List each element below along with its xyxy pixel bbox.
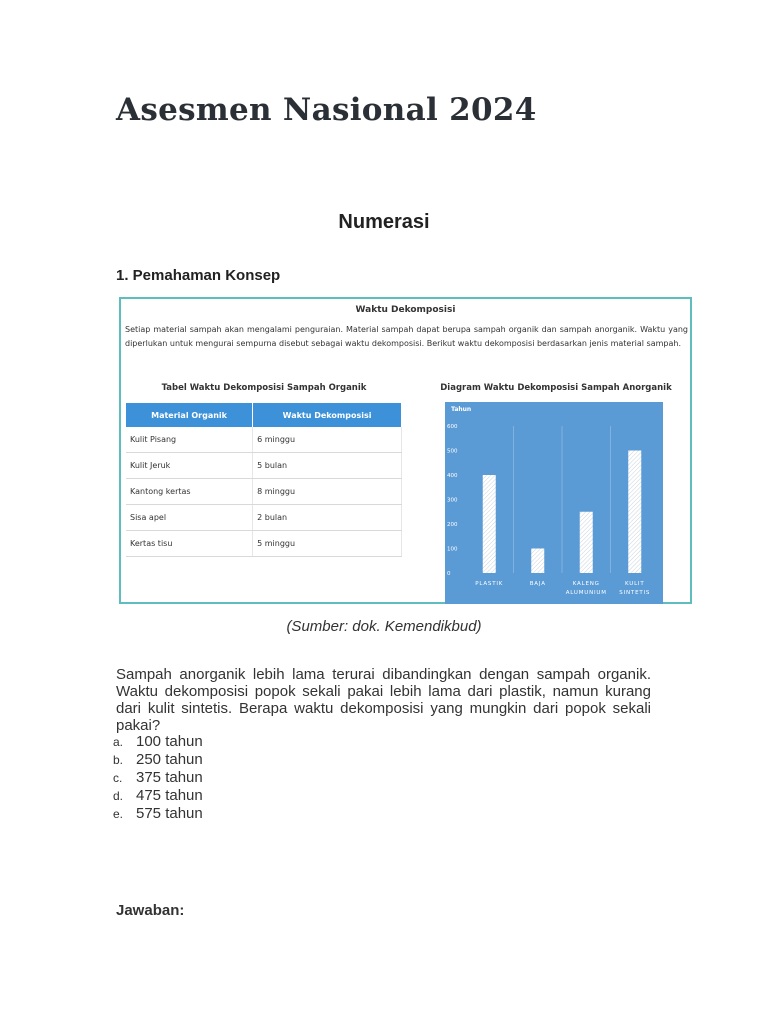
organic-waste-table: [126, 403, 402, 557]
option-c[interactable]: [113, 769, 203, 787]
figure-intro-text: Setiap material sampah akan mengalami penguraian. Material sampah dapat berupa sampah organik dan sampah anorganik. Waktu yang diperlukan untuk mengurai sempurna disebut sebagai waktu dekomposisi. Berikut waktu dekomposisi berdasarkan jenis material sampah.: [125, 325, 688, 348]
table-cell-time: 8 minggu: [253, 479, 402, 505]
x-tick-label: SINTETIS: [619, 590, 651, 596]
table-cell-time: 2 bulan: [253, 505, 402, 531]
decomposition-figure: [119, 297, 692, 604]
source-caption: (Sumber: dok. Kemendikbud): [286, 618, 482, 635]
option-text: 475 tahun: [136, 787, 203, 804]
option-text: 250 tahun: [136, 751, 203, 768]
answer-label: Jawaban:: [116, 902, 185, 919]
option-letter: e.: [113, 807, 124, 821]
option-b[interactable]: [113, 751, 203, 769]
option-d[interactable]: [113, 787, 203, 805]
x-tick-label: PLASTIK: [475, 581, 504, 587]
option-letter: a.: [113, 735, 124, 749]
table-cell-material: Kertas tisu: [126, 531, 253, 557]
y-tick-label: 400: [447, 473, 458, 479]
document-title: Asesmen Nasional 2024: [116, 92, 537, 128]
question-text: Sampah anorganik lebih lama terurai dibandingkan dengan sampah organik. Waktu dekomposisi popok sekali pakai lebih lama dari plastik, namun kurang dari kulit sintetis. Berapa waktu dekomposisi yang mungkin dari popok sekali pakai?: [116, 666, 651, 734]
subsection-title: 1. Pemahaman Konsep: [116, 267, 281, 284]
y-tick-label: 100: [447, 546, 458, 553]
table-cell-time: 5 bulan: [253, 453, 402, 479]
table-row: [126, 427, 402, 453]
option-letter: b.: [113, 753, 124, 767]
y-tick-label: 0: [447, 571, 451, 577]
table-row: [126, 453, 402, 479]
option-letter: c.: [113, 771, 123, 785]
option-e[interactable]: [113, 805, 203, 823]
table-row: [126, 479, 402, 505]
table-cell-material: Kantong kertas: [126, 479, 253, 505]
chart-title: Diagram Waktu Dekomposisi Sampah Anorganik: [440, 383, 672, 393]
x-tick-label: BAJA: [529, 581, 546, 587]
x-tick-label: ALUMUNIUM: [565, 590, 607, 596]
section-title: Numerasi: [338, 211, 430, 233]
x-tick-label: KALENG: [572, 581, 600, 587]
table-header-material: Material Organik: [126, 403, 253, 427]
bar-plastik: [483, 475, 496, 573]
answer-options: [113, 733, 203, 823]
organic-table-title: Tabel Waktu Dekomposisi Sampah Organik: [161, 383, 367, 393]
bar-kaleng-alumunium: [580, 512, 593, 573]
table-header-time: Waktu Dekomposisi: [253, 403, 402, 427]
y-tick-label: 600: [447, 424, 458, 430]
y-axis-label: Tahun: [451, 406, 472, 413]
option-text: 575 tahun: [136, 805, 203, 822]
table-cell-material: Sisa apel: [126, 505, 253, 531]
table-cell-time: 5 minggu: [253, 531, 402, 557]
y-tick-label: 500: [447, 448, 458, 455]
y-tick-label: 200: [447, 522, 458, 528]
inorganic-bar-chart: [445, 402, 663, 604]
option-letter: d.: [113, 789, 124, 803]
option-text: 100 tahun: [136, 733, 203, 750]
x-tick-label: KULIT: [624, 581, 645, 587]
bar-kulit-sintetis: [628, 451, 641, 574]
option-a[interactable]: [113, 733, 203, 751]
table-header-row: [126, 403, 402, 427]
table-row: [126, 505, 402, 531]
table-row: [126, 531, 402, 557]
table-cell-time: 6 minggu: [253, 427, 402, 453]
option-text: 375 tahun: [136, 769, 203, 786]
bar-chart-svg: [445, 402, 663, 604]
table-cell-material: Kulit Pisang: [126, 427, 253, 453]
y-tick-label: 300: [447, 497, 458, 504]
table-cell-material: Kulit Jeruk: [126, 453, 253, 479]
figure-title: Waktu Dekomposisi: [355, 305, 456, 315]
bar-baja: [531, 549, 544, 574]
